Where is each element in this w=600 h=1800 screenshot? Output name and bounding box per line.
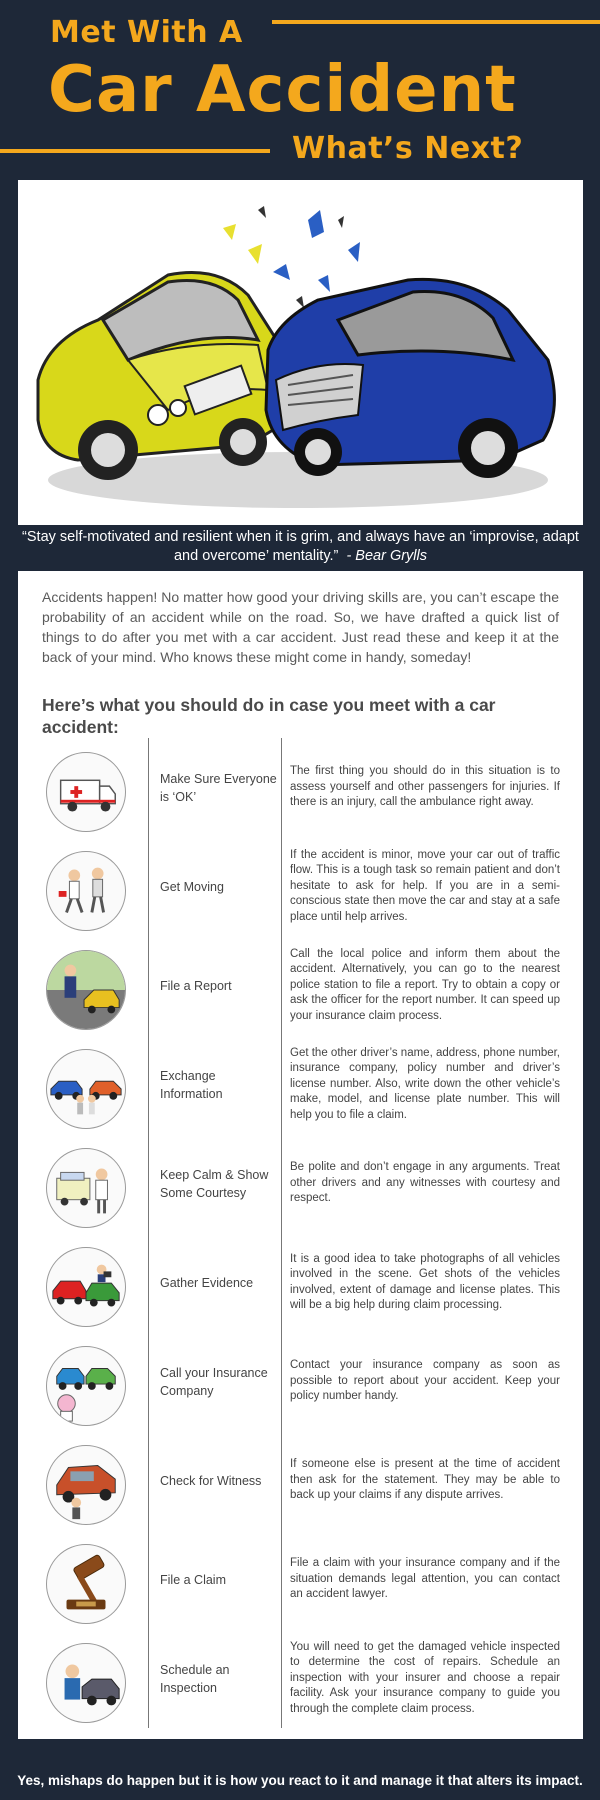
courtesy-icon — [46, 1148, 126, 1228]
title-line-1: Met With A — [50, 15, 243, 50]
steps-heading: Here’s what you should do in case you meet with a car accident: — [42, 695, 496, 737]
intro-paragraph: Accidents happen! No matter how good your driving skills are, you can’t escape the probability of an accident while on the road. So, we have drafted a quick list of things to do after you met with a car accident. Just read these and keep it at the back of your mind. Who knows these might come in handy, someday! — [42, 589, 559, 665]
quote-text: “Stay self-motivated and resilient when it is grim, and always have an ‘improvise, adapt and overcome’ mentality.” — [22, 529, 579, 564]
step-description: Contact your insurance company as soon as possible to report about your accident. Keep your policy number handy. — [290, 1359, 560, 1403]
step-title: Keep Calm & Show Some Courtesy — [160, 1167, 269, 1200]
step-row — [18, 1629, 583, 1728]
step-row — [18, 1134, 583, 1233]
step-row — [18, 1431, 583, 1530]
step-description: Be polite and don’t engage in any arguments. Treat other drivers and any witnesses with courtesy and respect. — [290, 1161, 560, 1205]
quote — [18, 528, 583, 570]
footer-tagline: Yes, mishaps do happen but it is how you react to it and manage it that alters its impact. — [17, 1773, 583, 1788]
header — [0, 0, 600, 172]
insurance-call-icon — [46, 1346, 126, 1426]
step-description: The first thing you should do in this situation is to assess yourself and other passengers for injuries. If there is an injury, call the ambulance right away. — [290, 765, 560, 809]
step-description: If the accident is minor, move your car out of traffic flow. This is a tough task so remain patient and don’t hesitate to ask for help. If you are in a semi-conscious state then move the car and stay at a safe place until help arrives. — [290, 848, 560, 923]
title-line-3: What’s Next? — [292, 131, 524, 166]
step-row — [18, 1530, 583, 1629]
step-row — [18, 1233, 583, 1332]
step-description: You will need to get the damaged vehicle inspected to determine the cost of repairs. Schedule an inspection with your insurer and choose a repair facility. Ask your insurance company to guide you through the complete claim process. — [290, 1640, 560, 1715]
hero-illustration — [18, 180, 583, 525]
step-row — [18, 1035, 583, 1134]
police-report-icon — [46, 950, 126, 1030]
content-panel — [18, 571, 583, 1739]
step-title: Call your Insurance Company — [160, 1365, 268, 1398]
step-description: If someone else is present at the time of accident then ask for the statement. They may be able to back up your claims if any dispute arrives. — [290, 1458, 560, 1502]
step-title: File a Report — [160, 978, 232, 993]
steps-table — [18, 738, 583, 1728]
step-title: Gather Evidence — [160, 1275, 254, 1290]
step-row — [18, 1332, 583, 1431]
step-description: It is a good idea to take photographs of all vehicles involved in the scene. Get shots of the vehicles involved, extent of damage and license plates. This will be a big help during claim processing. — [290, 1252, 560, 1311]
title-line-2: Car Accident — [48, 53, 517, 127]
step-description: Get the other driver’s name, address, phone number, insurance company, policy number and driver’s license number. Also, write down the other vehicle’s make, model, and license plate number. This will help you to file a claim. — [290, 1046, 560, 1121]
evidence-camera-icon — [46, 1247, 126, 1327]
witness-icon — [46, 1445, 126, 1525]
accent-line-top — [272, 20, 600, 24]
ambulance-icon — [46, 752, 126, 832]
quote-author: - Bear Grylls — [346, 548, 428, 564]
car-crash-icon — [18, 180, 583, 525]
step-title: Schedule an Inspection — [160, 1662, 230, 1695]
exchange-info-icon — [46, 1049, 126, 1129]
step-description: File a claim with your insurance company and if the situation demands legal attention, you can contact an accident lawyer. — [290, 1557, 560, 1601]
step-description: Call the local police and inform them about the accident. Alternatively, you can go to the nearest police station to file a report. Try to obtain a copy or ask the officer for the report number. It can speed up your insurance claim process. — [290, 947, 560, 1022]
step-row — [18, 936, 583, 1035]
mechanic-icon — [46, 1643, 126, 1723]
step-title: Make Sure Everyone is ‘OK’ — [160, 771, 277, 804]
accent-line-bottom — [0, 149, 270, 153]
step-title: Exchange Information — [160, 1068, 223, 1101]
gavel-icon — [46, 1544, 126, 1624]
moving-people-icon — [46, 851, 126, 931]
step-row — [18, 738, 583, 837]
step-title: Check for Witness — [160, 1473, 262, 1488]
step-row — [18, 837, 583, 936]
step-title: Get Moving — [160, 879, 224, 894]
step-title: File a Claim — [160, 1572, 226, 1587]
